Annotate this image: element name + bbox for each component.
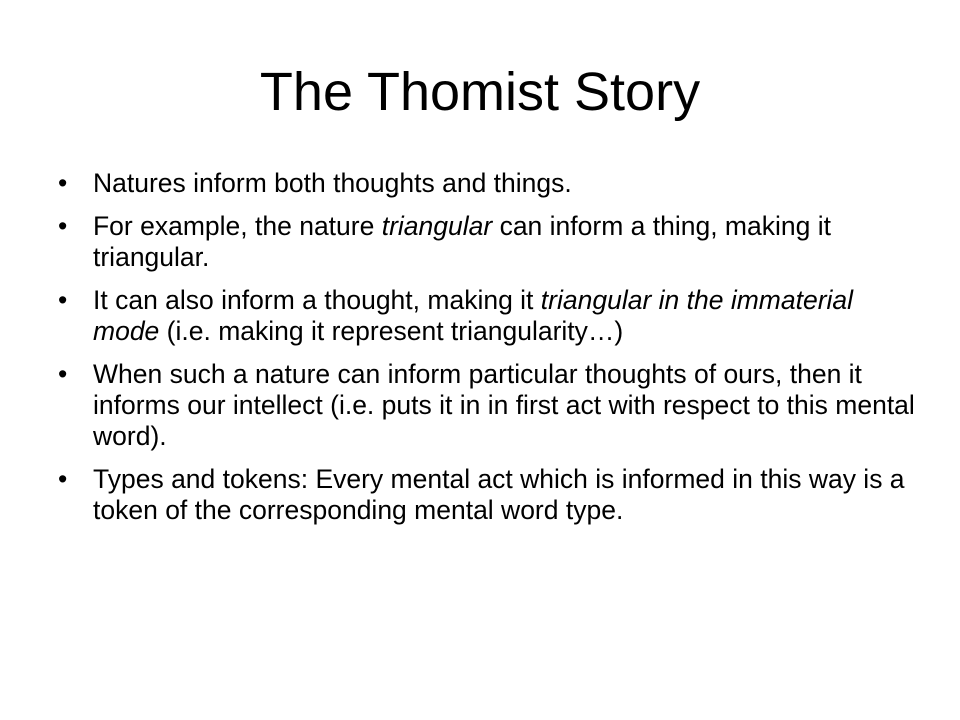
- bullet-item: [58, 211, 918, 273]
- text-segment: For example, the nature: [93, 211, 382, 241]
- bullet-item: [58, 285, 918, 347]
- text-segment: When such a nature can inform particular thoughts of ours, then it informs our intellect (i.e. puts it in in first act with respect to this mental word).: [93, 359, 915, 451]
- italic-term: triangular: [381, 211, 493, 241]
- text-segment: Natures inform both thoughts and things.: [93, 168, 572, 198]
- bullet-item: [58, 464, 918, 526]
- bullet-marker: •: [58, 211, 68, 241]
- bullet-marker: •: [58, 285, 68, 315]
- text-segment: can inform a thing, making it triangular.: [93, 211, 831, 272]
- bullet-marker: •: [58, 464, 68, 494]
- text-segment: It can also inform a thought, making it: [93, 285, 541, 315]
- bullet-text: [93, 359, 915, 451]
- text-segment: (i.e. making it represent triangularity…): [159, 316, 624, 346]
- bullet-list: [58, 168, 918, 538]
- italic-term: triangular in the immaterial mode: [93, 285, 854, 346]
- bullet-text: [93, 168, 572, 198]
- slide-title: The Thomist Story: [259, 62, 701, 122]
- bullet-item: [58, 359, 918, 452]
- bullet-text: [93, 464, 905, 525]
- text-segment: Types and tokens: Every mental act which is informed in this way is a token of the corresponding mental word type.: [93, 464, 905, 525]
- bullet-marker: •: [58, 168, 68, 198]
- bullet-text: [93, 285, 853, 346]
- bullet-item: [58, 168, 918, 199]
- bullet-text: [93, 211, 831, 272]
- bullet-marker: •: [58, 359, 68, 389]
